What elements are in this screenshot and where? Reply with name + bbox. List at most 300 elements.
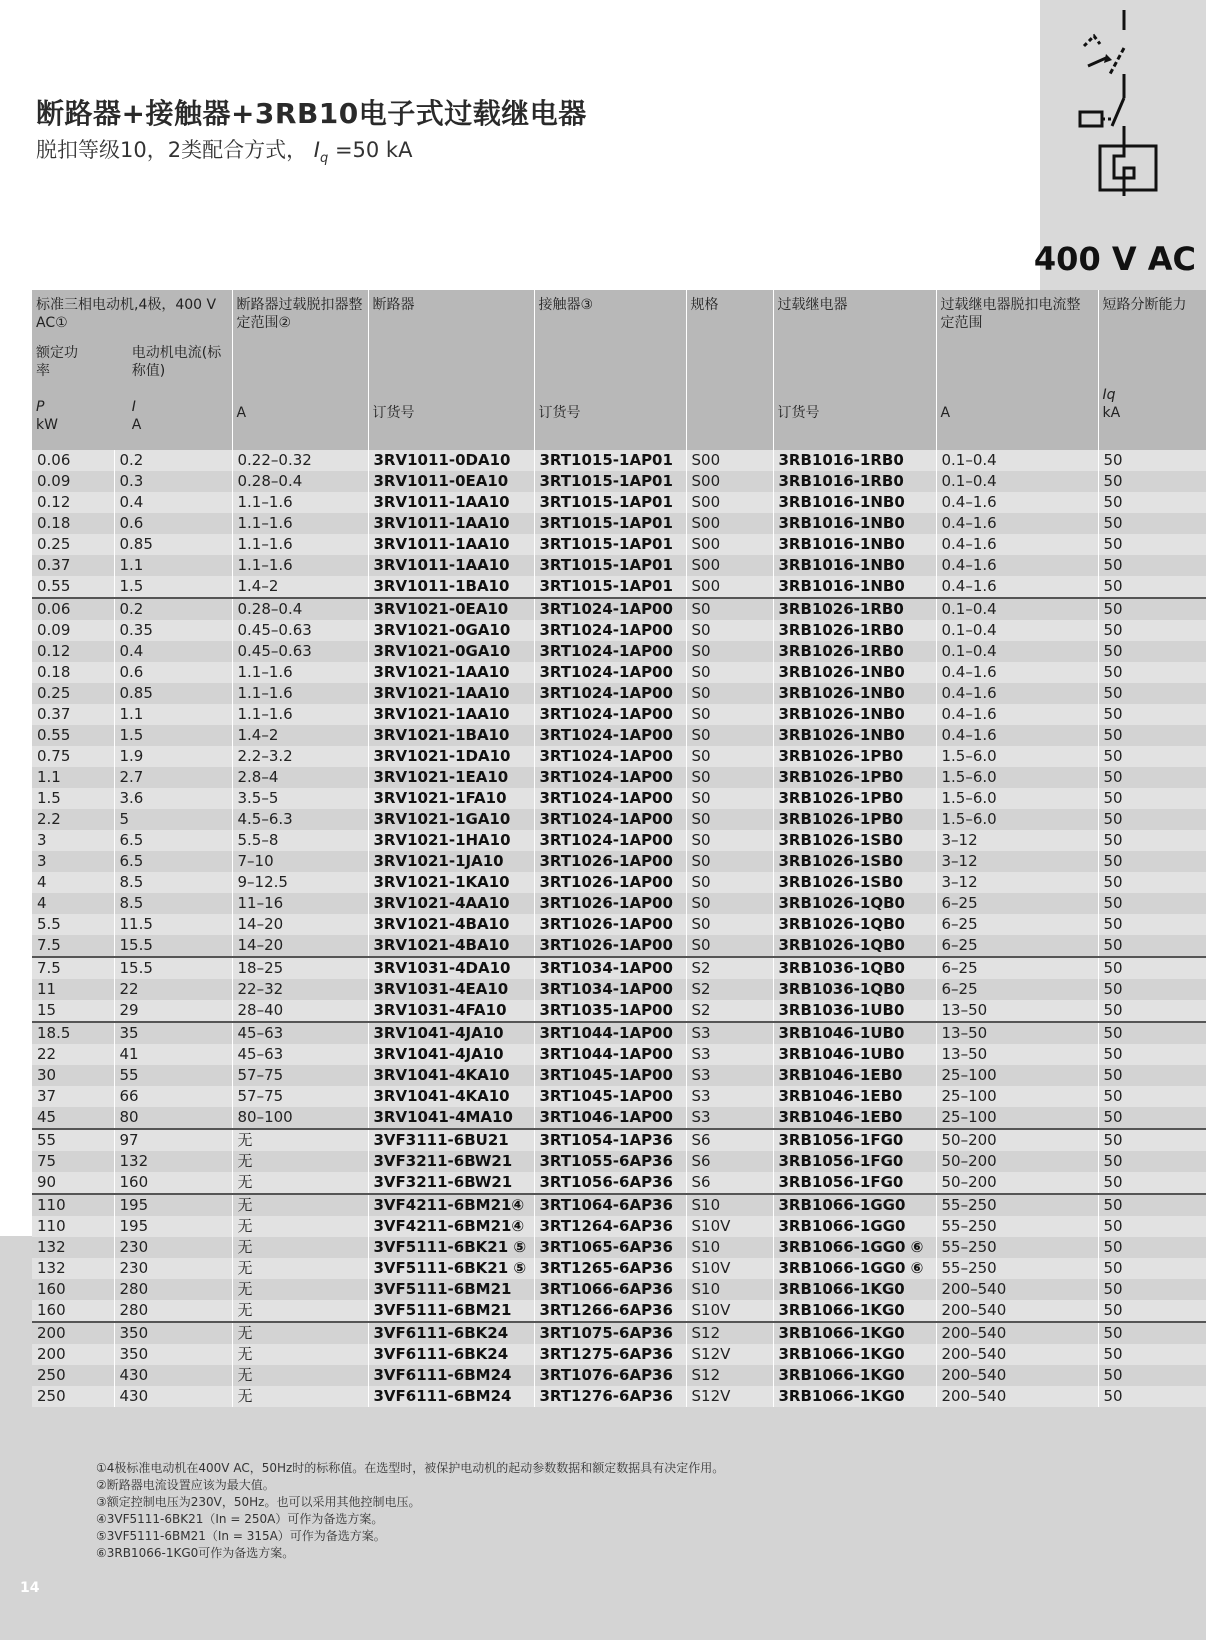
current-cell: 280 — [114, 1300, 232, 1322]
current-cell: 195 — [114, 1216, 232, 1237]
breaking-cell: 50 — [1098, 1000, 1206, 1022]
relay-range-cell: 1.5–6.0 — [936, 746, 1098, 767]
size-cell: S0 — [686, 725, 773, 746]
size-cell: S0 — [686, 746, 773, 767]
cb-range-cell: 5.5–8 — [232, 830, 368, 851]
breaking-cell: 50 — [1098, 450, 1206, 471]
table-row — [32, 662, 1206, 683]
table-row — [32, 641, 1206, 662]
contactor-order-cell: 3RT1046-1AP00 — [534, 1107, 686, 1129]
size-cell: S00 — [686, 576, 773, 598]
size-cell: S6 — [686, 1151, 773, 1172]
cb-order-cell: 3RV1021-1KA10 — [368, 872, 534, 893]
cb-range-cell: 22–32 — [232, 979, 368, 1000]
table-row — [32, 957, 1206, 979]
contactor-order-cell: 3RT1024-1AP00 — [534, 746, 686, 767]
relay-order-cell: 3RB1036-1QB0 — [773, 957, 936, 979]
contactor-order-cell: 3RT1015-1AP01 — [534, 492, 686, 513]
relay-order-cell: 3RB1016-1NB0 — [773, 555, 936, 576]
cb-range-cell: 无 — [232, 1322, 368, 1344]
table-row — [32, 1216, 1206, 1237]
size-cell: S0 — [686, 767, 773, 788]
cb-range-cell: 无 — [232, 1194, 368, 1216]
circuit-symbol-icon — [1070, 6, 1170, 216]
size-cell: S0 — [686, 893, 773, 914]
cb-order-cell: 3RV1021-1FA10 — [368, 788, 534, 809]
contactor-order-cell: 3RT1026-1AP00 — [534, 935, 686, 957]
cb-order-cell: 3RV1021-4BA10 — [368, 935, 534, 957]
table-row — [32, 683, 1206, 704]
size-cell: S0 — [686, 598, 773, 620]
current-cell: 35 — [114, 1022, 232, 1044]
size-cell: S0 — [686, 641, 773, 662]
power-cell: 4 — [32, 893, 114, 914]
relay-range-cell: 50–200 — [936, 1129, 1098, 1151]
relay-range-cell: 0.1–0.4 — [936, 471, 1098, 492]
relay-order-cell: 3RB1016-1NB0 — [773, 576, 936, 598]
breaking-cell: 50 — [1098, 1107, 1206, 1129]
table-row — [32, 1044, 1206, 1065]
relay-order-cell: 3RB1066-1KG0 — [773, 1386, 936, 1407]
relay-order-cell: 3RB1026-1RB0 — [773, 641, 936, 662]
size-cell: S0 — [686, 809, 773, 830]
relay-order-cell: 3RB1066-1GG0 — [773, 1194, 936, 1216]
relay-order-cell: 3RB1026-1RB0 — [773, 598, 936, 620]
contactor-order-cell: 3RT1065-6AP36 — [534, 1237, 686, 1258]
current-cell: 430 — [114, 1386, 232, 1407]
table-row — [32, 935, 1206, 957]
current-cell: 230 — [114, 1237, 232, 1258]
table-row — [32, 555, 1206, 576]
relay-range-cell: 3–12 — [936, 830, 1098, 851]
current-cell: 8.5 — [114, 872, 232, 893]
breaking-cell: 50 — [1098, 576, 1206, 598]
relay-order-cell: 3RB1066-1KG0 — [773, 1344, 936, 1365]
subtitle-text: 脱扣等级10，2类配合方式， — [36, 138, 308, 162]
cb-range-cell: 0.45–0.63 — [232, 620, 368, 641]
current-cell: 230 — [114, 1258, 232, 1279]
cb-order-cell: 3RV1021-1EA10 — [368, 767, 534, 788]
footnote: ④3VF5111-6BK21（In = 250A）可作为备选方案。 — [96, 1512, 384, 1526]
size-cell: S00 — [686, 555, 773, 576]
size-cell: S3 — [686, 1086, 773, 1107]
power-cell: 3 — [32, 830, 114, 851]
relay-unit: 订货号 — [777, 405, 820, 421]
cb-range-cell: 3.5–5 — [232, 788, 368, 809]
relay-range-cell: 0.4–1.6 — [936, 725, 1098, 746]
current-cell: 430 — [114, 1365, 232, 1386]
relay-range-cell: 200–540 — [936, 1279, 1098, 1300]
cb-range-cell: 无 — [232, 1172, 368, 1194]
footnote: ③额定控制电压为230V，50Hz。也可以采用其他控制电压。 — [96, 1495, 421, 1509]
cb-range-header — [232, 290, 368, 450]
breaking-cell: 50 — [1098, 513, 1206, 534]
cb-range-cell: 1.4–2 — [232, 576, 368, 598]
table-row — [32, 979, 1206, 1000]
contactor-order-cell: 3RT1024-1AP00 — [534, 704, 686, 725]
table-body — [32, 450, 1206, 1407]
current-cell: 15.5 — [114, 957, 232, 979]
power-unit: kW — [36, 417, 58, 433]
cb-range-cell: 18–25 — [232, 957, 368, 979]
contactor-order-cell: 3RT1035-1AP00 — [534, 1000, 686, 1022]
power-cell: 15 — [32, 1000, 114, 1022]
relay-range-cell: 0.1–0.4 — [936, 641, 1098, 662]
size-cell: S0 — [686, 620, 773, 641]
cb-range-cell: 无 — [232, 1300, 368, 1322]
breaking-cell: 50 — [1098, 641, 1206, 662]
size-cell: S12V — [686, 1344, 773, 1365]
size-cell: S10 — [686, 1237, 773, 1258]
contactor-order-cell: 3RT1026-1AP00 — [534, 893, 686, 914]
table-row — [32, 1022, 1206, 1044]
breaking-cell: 50 — [1098, 555, 1206, 576]
relay-range-cell: 0.1–0.4 — [936, 598, 1098, 620]
contactor-order-cell: 3RT1024-1AP00 — [534, 641, 686, 662]
contactor-order-cell: 3RT1064-6AP36 — [534, 1194, 686, 1216]
table-row — [32, 872, 1206, 893]
breaking-cell: 50 — [1098, 492, 1206, 513]
relay-order-cell: 3RB1026-1PB0 — [773, 746, 936, 767]
footnote: ②断路器电流设置应该为最大值。 — [96, 1478, 275, 1492]
contactor-order-cell: 3RT1264-6AP36 — [534, 1216, 686, 1237]
current-symbol: I — [131, 399, 136, 415]
cb-order-cell: 3RV1021-0EA10 — [368, 598, 534, 620]
relay-order-cell: 3RB1046-1UB0 — [773, 1022, 936, 1044]
cb-order-cell: 3RV1021-1HA10 — [368, 830, 534, 851]
relay-order-cell: 3RB1036-1QB0 — [773, 979, 936, 1000]
power-cell: 0.37 — [32, 555, 114, 576]
current-cell: 66 — [114, 1086, 232, 1107]
motor-header — [32, 290, 232, 450]
table-row — [32, 830, 1206, 851]
size-cell: S10V — [686, 1300, 773, 1322]
contactor-order-cell: 3RT1024-1AP00 — [534, 830, 686, 851]
power-cell: 0.18 — [32, 513, 114, 534]
breaking-cell: 50 — [1098, 809, 1206, 830]
breaking-cell: 50 — [1098, 851, 1206, 872]
contactor-order-cell: 3RT1015-1AP01 — [534, 450, 686, 471]
contactor-order-cell: 3RT1044-1AP00 — [534, 1022, 686, 1044]
power-cell: 55 — [32, 1129, 114, 1151]
table-row — [32, 1086, 1206, 1107]
motor-subheaders — [36, 344, 228, 434]
cb-unit: 订货号 — [372, 405, 415, 421]
breaking-cell: 50 — [1098, 957, 1206, 979]
contactor-order-cell: 3RT1024-1AP00 — [534, 620, 686, 641]
power-cell: 5.5 — [32, 914, 114, 935]
current-cell: 11.5 — [114, 914, 232, 935]
relay-range-cell: 50–200 — [936, 1172, 1098, 1194]
current-cell: 6.5 — [114, 830, 232, 851]
cb-range-cell: 无 — [232, 1258, 368, 1279]
power-cell: 4 — [32, 872, 114, 893]
relay-order-cell: 3RB1046-1UB0 — [773, 1044, 936, 1065]
size-cell: S0 — [686, 788, 773, 809]
contactor-order-cell: 3RT1275-6AP36 — [534, 1344, 686, 1365]
relay-range-cell: 0.4–1.6 — [936, 492, 1098, 513]
table-row — [32, 620, 1206, 641]
relay-range-cell: 0.4–1.6 — [936, 576, 1098, 598]
table-row — [32, 1107, 1206, 1129]
cb-range-cell: 9–12.5 — [232, 872, 368, 893]
power-symbol: P — [36, 399, 45, 415]
contactor-order-cell: 3RT1024-1AP00 — [534, 662, 686, 683]
page-number: 14 — [20, 1580, 40, 1596]
cb-header — [368, 290, 534, 450]
current-cell: 1.5 — [114, 576, 232, 598]
cb-order-cell: 3RV1041-4JA10 — [368, 1044, 534, 1065]
current-cell: 350 — [114, 1322, 232, 1344]
current-cell: 0.6 — [114, 513, 232, 534]
relay-range-cell: 0.4–1.6 — [936, 704, 1098, 725]
cb-order-cell: 3RV1021-1AA10 — [368, 683, 534, 704]
cb-range-cell: 1.1–1.6 — [232, 513, 368, 534]
cb-range-unit: A — [236, 405, 247, 421]
contactor-order-cell: 3RT1075-6AP36 — [534, 1322, 686, 1344]
size-cell: S0 — [686, 914, 773, 935]
table-row — [32, 492, 1206, 513]
cb-range-cell: 45–63 — [232, 1044, 368, 1065]
cb-range-cell: 无 — [232, 1386, 368, 1407]
breaking-cell: 50 — [1098, 1172, 1206, 1194]
relay-range-cell: 6–25 — [936, 935, 1098, 957]
size-cell: S12 — [686, 1365, 773, 1386]
table-row — [32, 1344, 1206, 1365]
table-row — [32, 450, 1206, 471]
table-row — [32, 1129, 1206, 1151]
table-row — [32, 851, 1206, 872]
current-cell: 1.9 — [114, 746, 232, 767]
table-row — [32, 471, 1206, 492]
cb-order-cell: 3VF5111-6BM21 — [368, 1300, 534, 1322]
table-row — [32, 598, 1206, 620]
current-cell: 0.6 — [114, 662, 232, 683]
cb-range-cell: 1.1–1.6 — [232, 704, 368, 725]
relay-order-cell: 3RB1066-1GG0 — [773, 1216, 936, 1237]
power-cell: 0.25 — [32, 534, 114, 555]
relay-order-cell: 3RB1066-1GG0 ⑥ — [773, 1237, 936, 1258]
subtitle-iq-value: =50 kA — [334, 138, 413, 162]
breaking-header — [1098, 290, 1206, 450]
cb-range-cell: 1.1–1.6 — [232, 555, 368, 576]
relay-label: 过载继电器 — [777, 297, 848, 313]
size-cell: S0 — [686, 662, 773, 683]
breaking-cell: 50 — [1098, 788, 1206, 809]
relay-order-cell: 3RB1016-1NB0 — [773, 492, 936, 513]
relay-range-header — [936, 290, 1098, 450]
table-row — [32, 1386, 1206, 1407]
breaking-cell: 50 — [1098, 1344, 1206, 1365]
cb-range-cell: 57–75 — [232, 1065, 368, 1086]
power-header — [36, 344, 132, 434]
breaking-cell: 50 — [1098, 979, 1206, 1000]
relay-range-cell: 200–540 — [936, 1386, 1098, 1407]
size-cell: S3 — [686, 1044, 773, 1065]
current-cell: 55 — [114, 1065, 232, 1086]
size-cell: S2 — [686, 957, 773, 979]
cb-order-cell: 3VF6111-6BK24 — [368, 1344, 534, 1365]
cb-label: 断路器 — [372, 297, 415, 313]
relay-range-unit: A — [940, 405, 951, 421]
relay-order-cell: 3RB1026-1SB0 — [773, 830, 936, 851]
cb-range-cell: 0.28–0.4 — [232, 471, 368, 492]
contactor-order-cell: 3RT1055-6AP36 — [534, 1151, 686, 1172]
cb-order-cell: 3RV1031-4EA10 — [368, 979, 534, 1000]
table-row — [32, 746, 1206, 767]
relay-range-cell: 200–540 — [936, 1322, 1098, 1344]
breaking-cell: 50 — [1098, 620, 1206, 641]
table-row — [32, 1237, 1206, 1258]
relay-order-cell: 3RB1056-1FG0 — [773, 1151, 936, 1172]
cb-order-cell: 3RV1021-1GA10 — [368, 809, 534, 830]
current-cell: 5 — [114, 809, 232, 830]
power-cell: 0.12 — [32, 641, 114, 662]
relay-order-cell: 3RB1056-1FG0 — [773, 1129, 936, 1151]
power-cell: 90 — [32, 1172, 114, 1194]
breaking-cell: 50 — [1098, 872, 1206, 893]
relay-order-cell: 3RB1056-1FG0 — [773, 1172, 936, 1194]
size-cell: S12V — [686, 1386, 773, 1407]
cb-range-cell: 1.1–1.6 — [232, 683, 368, 704]
cb-range-cell: 45–63 — [232, 1022, 368, 1044]
breaking-cell: 50 — [1098, 1086, 1206, 1107]
relay-order-cell: 3RB1026-1NB0 — [773, 683, 936, 704]
contactor-order-cell: 3RT1026-1AP00 — [534, 914, 686, 935]
relay-order-cell: 3RB1046-1EB0 — [773, 1086, 936, 1107]
iq-symbol: $I_q$ — [313, 138, 329, 167]
relay-order-cell: 3RB1026-1SB0 — [773, 872, 936, 893]
current-label: 电动机电流(标称值) — [131, 345, 222, 379]
cb-range-cell: 无 — [232, 1237, 368, 1258]
table-row — [32, 1365, 1206, 1386]
breaking-cell: 50 — [1098, 893, 1206, 914]
size-cell: S0 — [686, 935, 773, 957]
contactor-order-cell: 3RT1024-1AP00 — [534, 809, 686, 830]
size-cell: S2 — [686, 979, 773, 1000]
current-cell: 0.3 — [114, 471, 232, 492]
breaking-cell: 50 — [1098, 662, 1206, 683]
contactor-order-cell: 3RT1265-6AP36 — [534, 1258, 686, 1279]
relay-order-cell: 3RB1066-1GG0 ⑥ — [773, 1258, 936, 1279]
breaking-cell: 50 — [1098, 1386, 1206, 1407]
size-cell: S12 — [686, 1322, 773, 1344]
size-cell: S6 — [686, 1172, 773, 1194]
contactor-order-cell: 3RT1015-1AP01 — [534, 576, 686, 598]
cb-order-cell: 3RV1011-1AA10 — [368, 534, 534, 555]
table-row — [32, 513, 1206, 534]
breaking-cell: 50 — [1098, 1129, 1206, 1151]
size-cell: S0 — [686, 683, 773, 704]
current-cell: 0.4 — [114, 641, 232, 662]
cb-range-cell: 2.8–4 — [232, 767, 368, 788]
breaking-cell: 50 — [1098, 683, 1206, 704]
breaking-cell: 50 — [1098, 704, 1206, 725]
relay-order-cell: 3RB1016-1NB0 — [773, 513, 936, 534]
relay-header — [773, 290, 936, 450]
contactor-order-cell: 3RT1024-1AP00 — [534, 767, 686, 788]
current-cell: 41 — [114, 1044, 232, 1065]
relay-range-cell: 0.1–0.4 — [936, 450, 1098, 471]
contactor-order-cell: 3RT1026-1AP00 — [534, 872, 686, 893]
table-row — [32, 809, 1206, 830]
cb-order-cell: 3VF6111-6BM24 — [368, 1386, 534, 1407]
relay-order-cell: 3RB1066-1KG0 — [773, 1322, 936, 1344]
breaking-label: 短路分断能力 — [1102, 297, 1187, 313]
current-cell: 0.2 — [114, 598, 232, 620]
table-row — [32, 1258, 1206, 1279]
power-cell: 0.18 — [32, 662, 114, 683]
contactor-order-cell: 3RT1034-1AP00 — [534, 957, 686, 979]
power-cell: 132 — [32, 1258, 114, 1279]
contactor-order-cell: 3RT1276-6AP36 — [534, 1386, 686, 1407]
size-cell: S2 — [686, 1000, 773, 1022]
power-cell: 45 — [32, 1107, 114, 1129]
footnotes — [96, 1460, 724, 1562]
current-cell: 195 — [114, 1194, 232, 1216]
cb-range-cell: 11–16 — [232, 893, 368, 914]
relay-order-cell: 3RB1066-1KG0 — [773, 1365, 936, 1386]
contactor-order-cell: 3RT1015-1AP01 — [534, 555, 686, 576]
cb-range-cell: 1.1–1.6 — [232, 534, 368, 555]
cb-range-cell: 57–75 — [232, 1086, 368, 1107]
contactor-order-cell: 3RT1024-1AP00 — [534, 725, 686, 746]
cb-range-cell: 1.1–1.6 — [232, 492, 368, 513]
contactor-order-cell: 3RT1026-1AP00 — [534, 851, 686, 872]
breaking-cell: 50 — [1098, 1322, 1206, 1344]
power-cell: 0.55 — [32, 576, 114, 598]
cb-order-cell: 3RV1031-4FA10 — [368, 1000, 534, 1022]
current-cell: 160 — [114, 1172, 232, 1194]
relay-order-cell: 3RB1026-1NB0 — [773, 725, 936, 746]
current-cell: 132 — [114, 1151, 232, 1172]
table-row — [32, 788, 1206, 809]
cb-order-cell: 3RV1021-1BA10 — [368, 725, 534, 746]
relay-range-cell: 13–50 — [936, 1044, 1098, 1065]
contactor-order-cell: 3RT1054-1AP36 — [534, 1129, 686, 1151]
table-row — [32, 1279, 1206, 1300]
cb-range-cell: 80–100 — [232, 1107, 368, 1129]
power-cell: 11 — [32, 979, 114, 1000]
breaking-cell: 50 — [1098, 767, 1206, 788]
cb-order-cell: 3VF4211-6BM21④ — [368, 1216, 534, 1237]
relay-range-cell: 200–540 — [936, 1300, 1098, 1322]
power-cell: 7.5 — [32, 957, 114, 979]
power-cell: 0.09 — [32, 620, 114, 641]
breaking-cell: 50 — [1098, 1279, 1206, 1300]
power-cell: 1.1 — [32, 767, 114, 788]
relay-order-cell: 3RB1016-1RB0 — [773, 450, 936, 471]
power-cell: 37 — [32, 1086, 114, 1107]
cb-order-cell: 3VF5111-6BK21 ⑤ — [368, 1237, 534, 1258]
relay-range-cell: 0.4–1.6 — [936, 555, 1098, 576]
contactor-order-cell: 3RT1045-1AP00 — [534, 1086, 686, 1107]
cb-range-cell: 7–10 — [232, 851, 368, 872]
relay-range-cell: 25–100 — [936, 1107, 1098, 1129]
contactor-order-cell: 3RT1024-1AP00 — [534, 598, 686, 620]
table-row — [32, 1151, 1206, 1172]
power-cell: 160 — [32, 1279, 114, 1300]
current-cell: 97 — [114, 1129, 232, 1151]
current-cell: 2.7 — [114, 767, 232, 788]
voltage-label: 400 V AC — [1033, 240, 1196, 278]
power-cell: 1.5 — [32, 788, 114, 809]
current-cell: 0.2 — [114, 450, 232, 471]
power-cell: 0.12 — [32, 492, 114, 513]
relay-order-cell: 3RB1046-1EB0 — [773, 1065, 936, 1086]
table-row — [32, 893, 1206, 914]
relay-range-cell: 50–200 — [936, 1151, 1098, 1172]
